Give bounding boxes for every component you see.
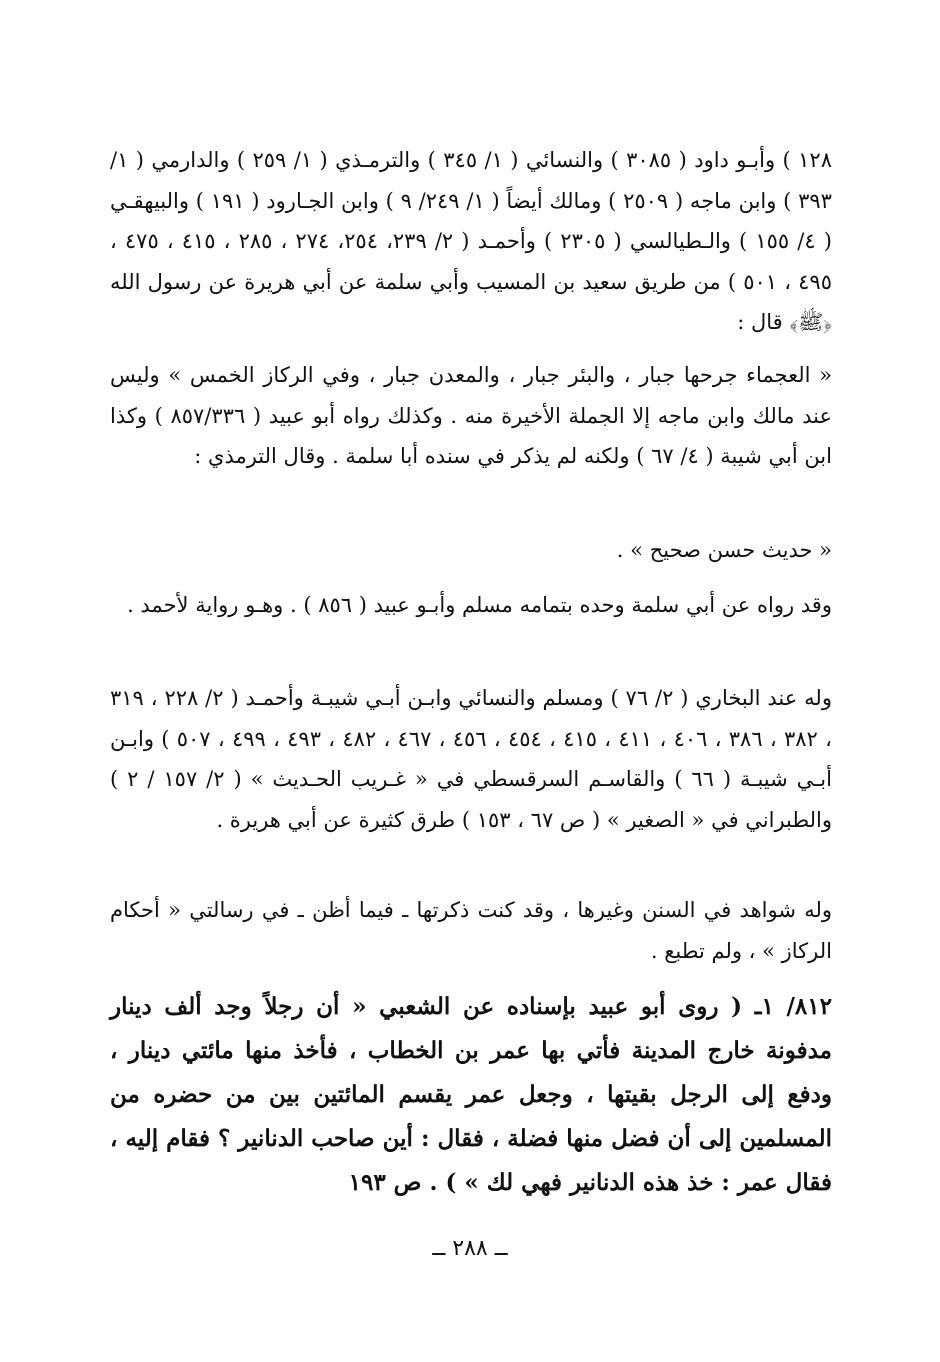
- tirmidhi-verdict: « حديث حسن صحيح » .: [616, 538, 832, 562]
- bukhari-references-paragraph: وله عند البخاري ( ٢/ ٧٦ ) ومسلم والنسائي وابـن أبـي شيبـة وأحمـد ( ٢/ ٢٢٨ ، ٣١٩ ، ٣٨٢ ، ٣٨٦ ، ٤٠٦ ، ٤١١ ، ٤١٥ ، ٤٥٤ ، ٤٥٦ ، ٤٦٧ ، ٤٨٢ ، ٤٩٣ ، ٤٩٩ ، ٥٠٧ ) وابـن أبـي شيبـة ( ٦٦ ) والقاسـم السرقسطي في « غـريب الحـديث » ( ٢/ ١٥٧ / ٢ ) والطبراني في « الصغير » ( ص ٦٧ ، ١٥٣ ) طرق كثيرة عن أبي هريرة .: [110, 686, 832, 832]
- hadith-quote-paragraph: « العجماء جرحها جبار ، والبئر جبار ، والمعدن جبار ، وفي الركاز الخمس » وليس عند مالك وابن ماجه إلا الجملة الأخيرة منه . وكذلك رواه أبو عبيد ( ٨٥٧/٣٣٦ ) وكذا ابن أبي شيبة ( ٤/ ٦٧ ) ولكنه لم يذكر في سنده أبا سلمة . وقال الترمذي :: [110, 363, 832, 468]
- abu-salama-narration-paragraph: وقد رواه عن أبي سلمة وحده بتمامه مسلم وأبـو عبيد ( ٨٥٦ ) . وهـو رواية لأحمد .: [127, 593, 832, 617]
- page-number: ــ ٢٨٨ ــ: [432, 1236, 508, 1261]
- main-text-paragraph: ٨١٢/ ١ـ ( روى أبو عبيد بإسناده عن الشعبي « أن رجلاً وجد ألف دينار مدفونة خارج المدينة فأتي بها عمر بن الخطاب ، فأخذ منها مائتي دينار ، ودفع إلى الرجل بقيتها ، وجعل عمر يقسم المائتين بين من حضره من المسلمين إلى أن فضل منها فضلة ، فقال : أين صاحب الدنانير ؟ فقام إليه ، فقال عمر : خذ هذه الدنانير فهي لك » ) . ص ١٩٣: [110, 993, 832, 1196]
- supporting-evidence-paragraph: وله شواهد في السنن وغيرها ، وقد كنت ذكرتها ـ فيما أظن ـ في رسالتي « أحكام الركاز » ، ولم تطبع .: [110, 898, 832, 963]
- footnote-references-paragraph: ١٢٨ ) وأبـو داود ( ٣٠٨٥ ) والنسائي ( ١/ ٣٤٥ ) والترمـذي ( ١/ ٢٥٩ ) والدارمي ( ١/ ٣٩٣ ) وابن ماجه ( ٢٥٠٩ ) ومالك أيضاً ( ١/ ٢٤٩/ ٩ ) وابن الجـارود ( ١٩١ ) والبيهقـي ( ٤/ ١٥٥ ) والـطيالسي ( ٢٣٠٥ ) وأحمـد ( ٢/ ٢٣٩، ٢٥٤، ٢٧٤ ، ٢٨٥ ، ٤١٥ ، ٤٧٥ ، ٤٩٥ ، ٥٠١ ) من طريق سعيد بن المسيب وأبي سلمة عن أبي هريرة عن رسول الله ﴿ﷺ﴾ قال :: [110, 148, 832, 334]
